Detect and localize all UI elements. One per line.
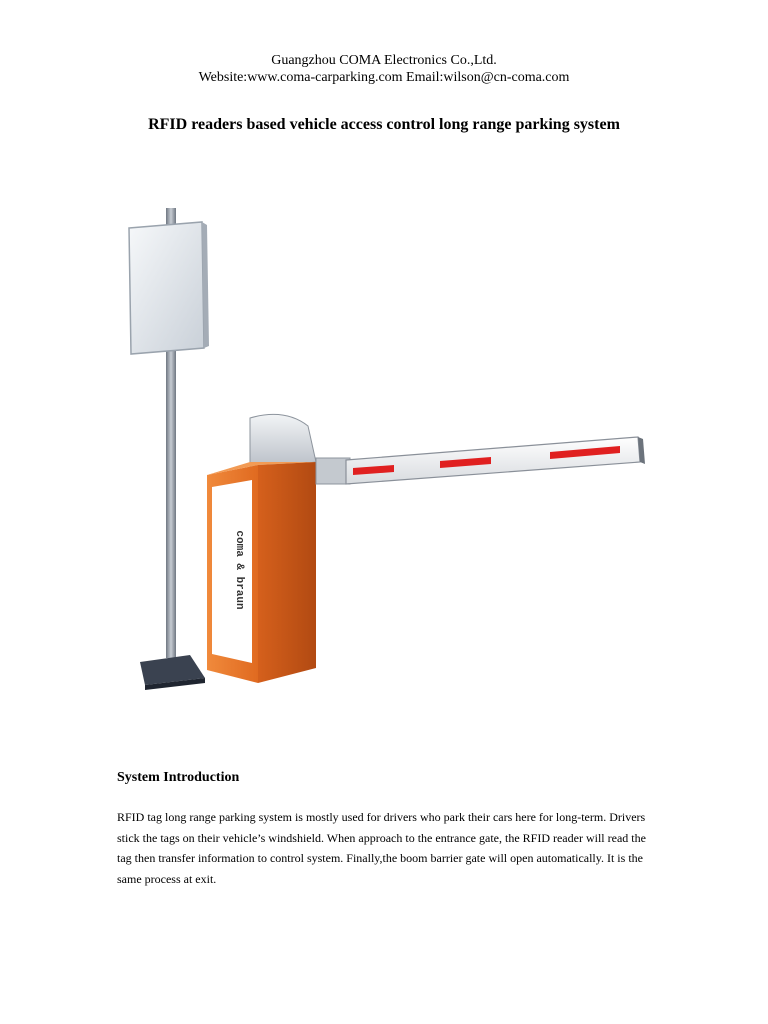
rfid-reader-panel xyxy=(129,222,204,354)
cabinet-side xyxy=(258,462,316,683)
contact-info: Website:www.coma-carparking.com Email:wilson@cn-coma.com xyxy=(198,70,570,85)
barrier-gate-drawing xyxy=(110,200,655,695)
boom-mount xyxy=(316,458,350,484)
introduction-paragraph: RFID tag long range parking system is mostly used for drivers who park their cars here for long-term. Drivers stick the tags on their vehicle’s windshield. When approach to the entrance gate, the RFID reader will read the tag then transfer information to control system. Finally,the boom barrier gate will open automatically. It is the same process at exit. xyxy=(117,810,646,886)
company-name: Guangzhou COMA Electronics Co.,Ltd. xyxy=(271,53,497,68)
barrier-gate-illustration xyxy=(110,200,655,695)
brand-label: coma & braun xyxy=(233,530,245,610)
document-title: RFID readers based vehicle access control long range parking system xyxy=(148,116,620,133)
cabinet-lid xyxy=(250,414,316,470)
cabinet-label-panel xyxy=(212,480,252,663)
section-heading: System Introduction xyxy=(117,770,240,785)
boom-arm xyxy=(346,437,640,484)
